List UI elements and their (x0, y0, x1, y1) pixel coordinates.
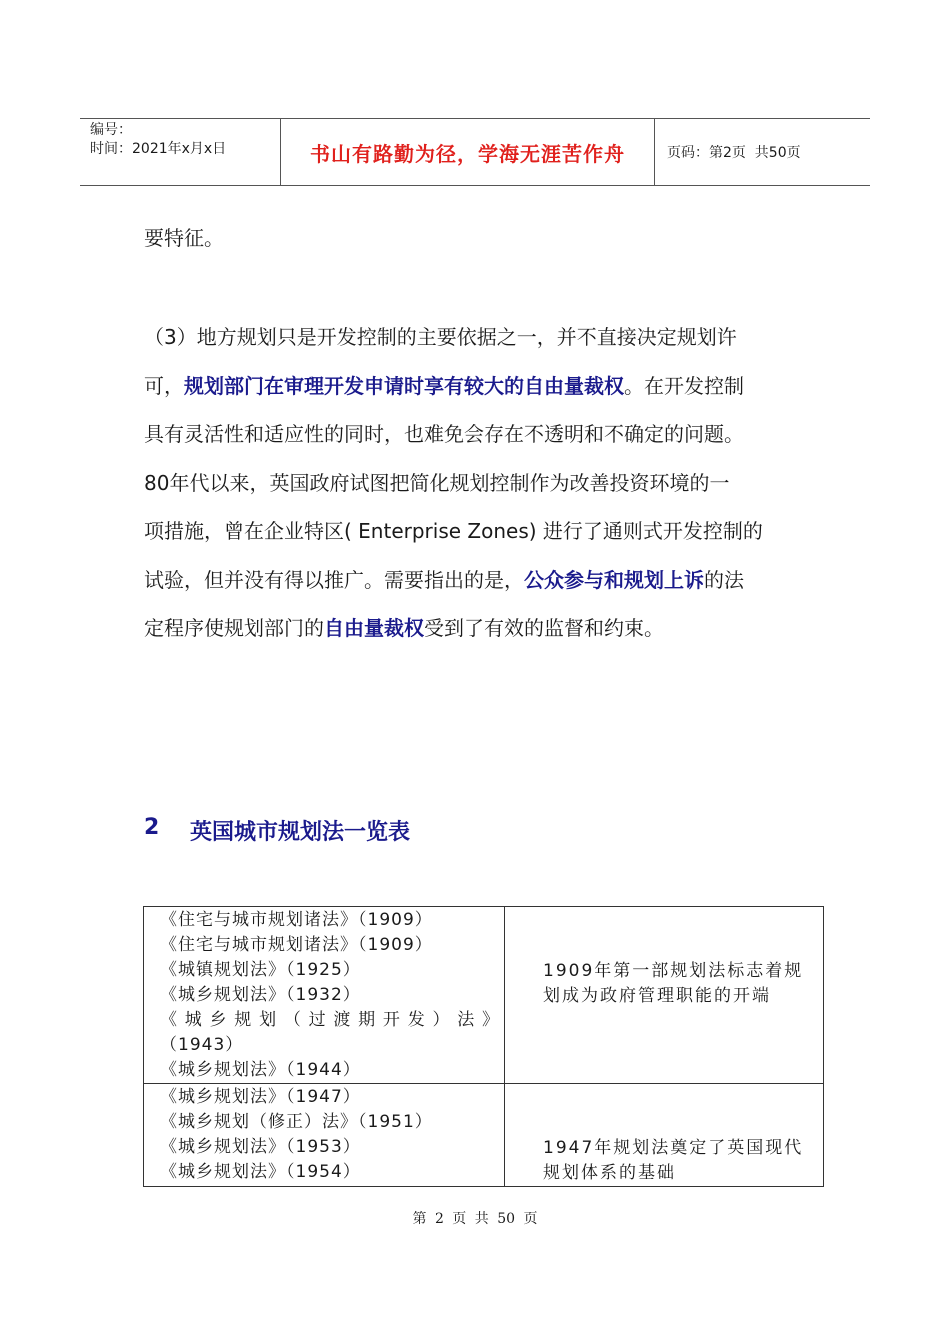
text-segment: 可， (144, 373, 184, 398)
page-footer: 第 2 页 共 50 页 (412, 1211, 538, 1227)
paragraph-line (144, 410, 824, 459)
section-number: 2 (144, 815, 160, 840)
paragraph-line (144, 362, 824, 411)
header-page-info (655, 119, 870, 185)
highlight-text: 公众参与和规划上诉 (524, 567, 704, 592)
text-segment: 项措施，曾在企业特区( Enterprise Zones) 进行了通则式开发控制的 (144, 519, 763, 543)
time-label: 时间：2021年x月x日 (90, 141, 227, 157)
number-label: 编号： (90, 122, 132, 138)
law-note-cell (505, 907, 824, 1084)
table-row (144, 907, 824, 1084)
section-title: 英国城市规划法一览表 (190, 820, 411, 845)
law-item: 《城镇规划法》（1925） (160, 960, 361, 980)
header-motto: 书山有路勤为径，学海无涯苦作舟 (281, 119, 655, 185)
page-info-text: 页码：第2页 共50页 (667, 145, 801, 161)
paragraph-line (144, 604, 824, 653)
text-segment: 试验，但并没有得以推广。需要指出的是， (144, 567, 524, 592)
document-header (80, 118, 870, 186)
paragraph-line (144, 507, 824, 556)
text-segment: 。在开发控制 (624, 373, 744, 398)
text-segment: 80年代以来，英国政府试图把简化规划控制作为改善投资环境的一 (144, 470, 730, 495)
law-item: 《城乡规划法》（1932） (160, 985, 361, 1005)
law-item: 《城乡规划（修正）法》（1951） (160, 1112, 433, 1132)
law-item: 《住宅与城市规划诸法》（1909） (160, 935, 433, 955)
law-item: 《住宅与城市规划诸法》（1909） (160, 910, 433, 930)
paragraph-line (144, 459, 824, 508)
section-heading (144, 815, 410, 846)
law-list-cell (144, 1084, 505, 1187)
law-item: 《城乡规划法》（1947） (160, 1087, 361, 1107)
highlight-text: 规划部门在审理开发申请时享有较大的自由量裁权 (184, 373, 624, 398)
paragraph-line (144, 313, 824, 362)
law-list-cell (144, 907, 505, 1084)
text-segment: 受到了有效的监督和约束。 (424, 616, 664, 640)
text-segment: 具有灵活性和适应性的同时，也难免会存在不透明和不确定的问题。 (144, 422, 744, 446)
law-item: 《城乡规划法》（1944） (160, 1060, 361, 1080)
paragraph-continuation (144, 214, 824, 263)
paragraph-line (144, 556, 824, 605)
text-segment: （3）地方规划只是开发控制的主要依据之一，并不直接决定规划许 (144, 325, 737, 349)
law-note-cell (505, 1084, 824, 1187)
law-note: 1909年第一部规划法标志着规划成为政府管理职能的开端 (543, 961, 804, 1006)
law-item: 《城乡规划（过渡期开发）法》 (160, 1010, 500, 1030)
law-item: 《城乡规划法》（1954） (160, 1162, 361, 1182)
text-segment: 的法 (704, 567, 744, 592)
highlight-text: 自由量裁权 (324, 616, 424, 640)
header-meta (80, 119, 281, 185)
law-note: 1947年规划法奠定了英国现代规划体系的基础 (543, 1138, 804, 1183)
table-row (144, 1084, 824, 1187)
law-item: 《城乡规划法》（1953） (160, 1137, 361, 1157)
paragraph-line: 要特征。 (144, 226, 224, 250)
paragraph-3 (144, 313, 824, 653)
law-table (143, 906, 824, 1187)
law-item: （1943） (160, 1035, 244, 1055)
text-segment: 定程序使规划部门的 (144, 616, 324, 640)
